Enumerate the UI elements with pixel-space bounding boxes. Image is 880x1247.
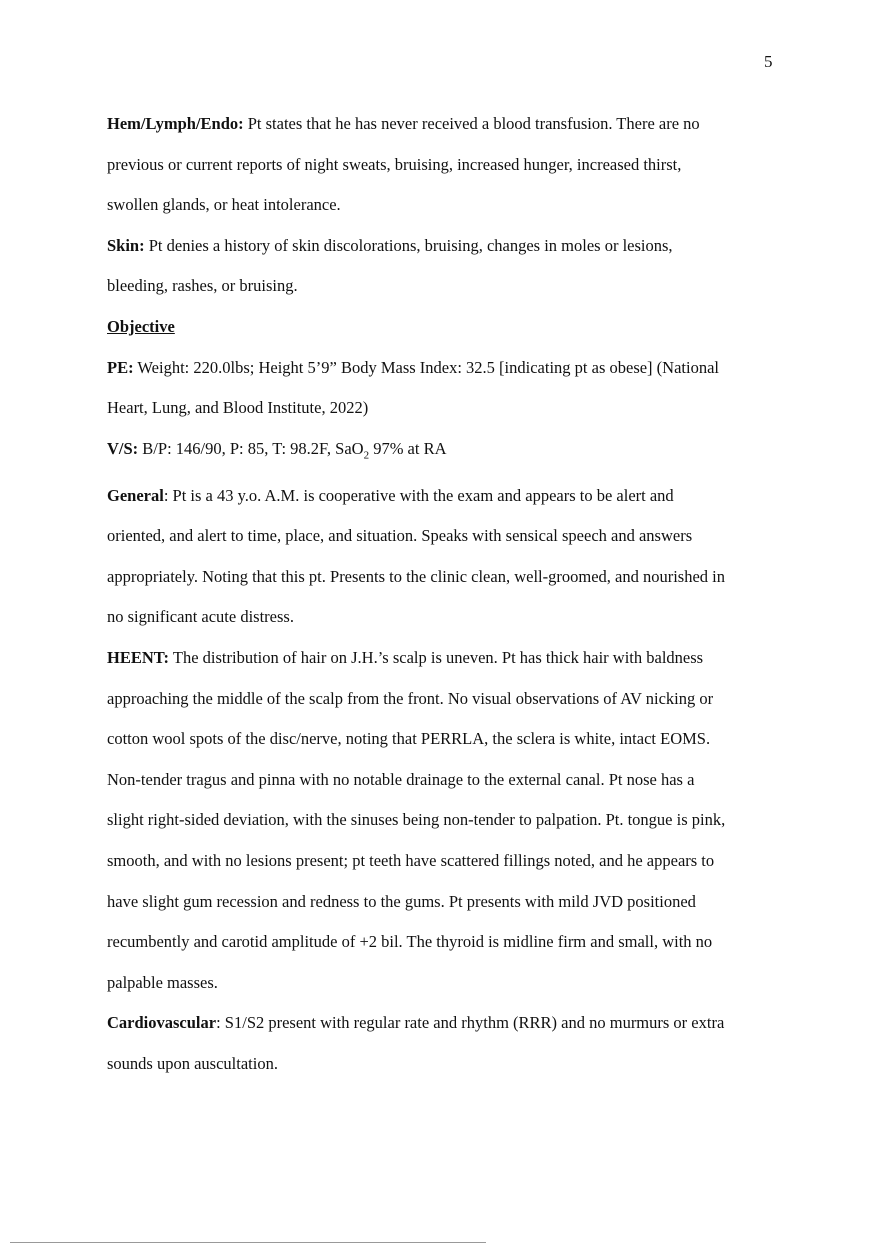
heent-paragraph [107, 638, 787, 1003]
general-line-3: appropriately. Noting that this pt. Presents to the clinic clean, well-groomed, and nourished in [107, 566, 725, 586]
heent-line-7: have slight gum recession and redness to the gums. Pt presents with mild JVD positioned [107, 891, 696, 911]
general-line-4: no significant acute distress. [107, 607, 294, 627]
skin-line-1: Pt denies a history of skin discolorations, bruising, changes in moles or lesions, [144, 235, 673, 255]
vital-signs-text: B/P: 146/90, P: 85, T: 98.2F, SaO [138, 438, 364, 458]
cardio-line-1: : S1/S2 present with regular rate and rhythm (RRR) and no murmurs or extra [216, 1013, 725, 1033]
pe-line-2: Heart, Lung, and Blood Institute, 2022) [107, 398, 369, 418]
hem-lymph-endo-label: Hem/Lymph/Endo: [107, 114, 244, 133]
general-line-2: oriented, and alert to time, place, and situation. Speaks with sensical speech and answers [107, 526, 693, 546]
heent-line-9: palpable masses. [107, 972, 218, 992]
vital-signs-paragraph [107, 429, 787, 476]
skin-paragraph [107, 226, 787, 307]
heent-line-6: smooth, and with no lesions present; pt teeth have scattered fillings noted, and he appears to [107, 850, 715, 870]
heent-label: HEENT: [107, 648, 170, 668]
heent-line-4: Non-tender tragus and pinna with no notable drainage to the external canal. Pt nose has a [107, 769, 695, 789]
vital-signs-label: V/S: [107, 438, 139, 458]
footer-divider [10, 1242, 486, 1243]
skin-label: Skin: [107, 235, 145, 255]
cardiovascular-paragraph [107, 1003, 787, 1084]
general-paragraph [107, 476, 787, 638]
hem-line-1: Pt states that he has never received a blood transfusion. There are no [243, 114, 700, 133]
hem-lymph-endo-paragraph [107, 104, 787, 226]
heent-line-1: The distribution of hair on J.H.’s scalp is uneven. Pt has thick hair with baldness [169, 648, 704, 668]
document-body [107, 104, 787, 1085]
heent-line-2: approaching the middle of the scalp from the front. No visual observations of AV nicking or [107, 688, 714, 708]
heent-line-8: recumbently and carotid amplitude of +2 bil. The thyroid is midline firm and small, with no [107, 932, 713, 952]
heent-line-5: slight right-sided deviation, with the sinuses being non-tender to palpation. Pt. tongue is pink, [107, 810, 726, 830]
objective-heading: Objective [107, 316, 175, 336]
pe-paragraph [107, 348, 787, 429]
vital-signs-subscript: 2 [363, 449, 370, 462]
page-number: 5 [764, 52, 773, 71]
hem-line-2: previous or current reports of night sweats, bruising, increased hunger, increased thirst, [107, 154, 682, 174]
general-label: General [107, 485, 164, 505]
hem-line-3: swollen glands, or heat intolerance. [107, 195, 341, 215]
heent-line-3: cotton wool spots of the disc/nerve, noting that PERRLA, the sclera is white, intact EOMS. [107, 729, 711, 749]
objective-heading-paragraph [107, 307, 787, 348]
vital-signs-text-end: 97% at RA [369, 438, 447, 458]
skin-line-2: bleeding, rashes, or bruising. [107, 276, 298, 296]
pe-label: PE: [107, 357, 134, 377]
general-line-1: : Pt is a 43 y.o. A.M. is cooperative with the exam and appears to be alert and [163, 485, 674, 505]
cardiovascular-label: Cardiovascular [107, 1013, 217, 1033]
cardio-line-2: sounds upon auscultation. [107, 1053, 278, 1073]
pe-line-1: Weight: 220.0lbs; Height 5’9” Body Mass Index: 32.5 [indicating pt as obese] (National [133, 357, 719, 377]
